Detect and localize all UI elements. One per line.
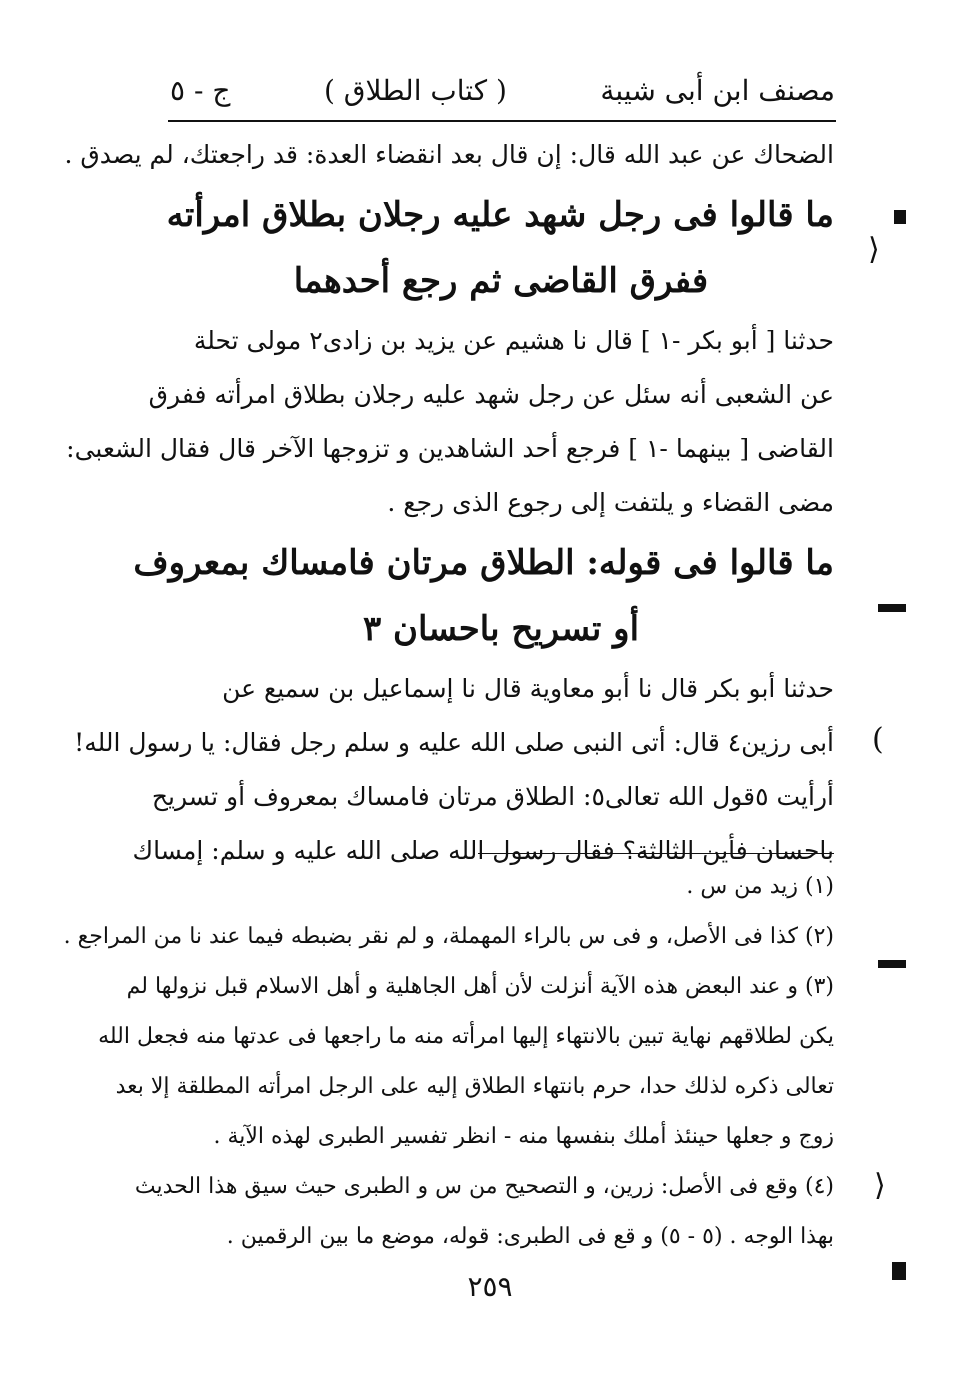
- text-line: مضى القضاء و يلتفت إلى رجوع الذى رجع .: [387, 488, 834, 517]
- section-heading: ففرق القاضى ثم رجع أحدهما: [293, 261, 709, 301]
- page-number: ٢٥٩: [467, 1270, 513, 1303]
- footnote: (٣) و عند البعض هذه الآية أنزلت لأن أهل الجاهلية و أهل الاسلام قبل نزولها لم: [126, 974, 834, 999]
- margin-mark: [878, 604, 906, 612]
- text-line: عن الشعبى أنه سئل عن رجل شهد عليه رجلان بطلاق امرأته ففرق: [148, 380, 834, 409]
- text-line: حدثنا [ أبو بكر -١ ] قال نا هشيم عن يزيد بن زادى٢ مولى تحلة: [193, 326, 834, 355]
- footnote: بهذا الوجه . (٥ - ٥) و قع فى الطبرى: قوله، موضع ما بين الرقمين .: [226, 1224, 834, 1249]
- margin-mark: ⟩: [874, 1168, 886, 1203]
- text-line: حدثنا أبو بكر قال نا أبو معاوية قال نا إسماعيل بن سميع عن: [222, 674, 834, 703]
- footnote: (٤) وقع فى الأصل: زرين، و التصحيح من س و الطبرى حيث سيق هذا الحديث: [134, 1174, 834, 1199]
- footnotes: [63, 862, 834, 1262]
- volume-number: ج - ٥: [170, 73, 231, 107]
- margin-mark: [878, 960, 906, 968]
- section-heading: أو تسريح باحسان ٣: [362, 609, 640, 649]
- footnote: (١) زيد من س .: [686, 874, 834, 899]
- footnote: (٢) كذا فى الأصل، و فى س بالراء المهملة، و لم نقر بضبطه فيما عند نا من المراجع .: [63, 924, 834, 949]
- margin-mark: ⟩: [868, 232, 880, 267]
- main-text: [64, 128, 834, 878]
- text-line: أرأيت ٥قول الله تعالى٥: الطلاق مرتان فامساك بمعروف أو تسريح: [151, 782, 834, 811]
- text-line: أبى رزين٤ قال: أتى النبى صلى الله عليه و سلم رجل فقال: يا رسول الله!: [74, 728, 834, 757]
- footnote: يكن لطلاقهم نهاية تبين بالانتهاء إليها امرأته منه ما راجعها فى عدتها منه فجعل الله: [98, 1024, 834, 1049]
- text-line: الضحاك عن عبد الله قال: إن قال بعد انقضاء العدة: قد راجعتك، لم يصدق .: [64, 140, 834, 169]
- margin-mark: (: [872, 722, 884, 757]
- section-heading: ما قالوا فى رجل شهد عليه رجلان بطلاق امرأته: [166, 195, 834, 235]
- book-title: مصنف ابن أبى شيبة: [600, 73, 835, 107]
- header-rule: [168, 120, 836, 122]
- footnote: زوج و جعلها حينئذ أملك بنفسها منه - انظر تفسير الطبرى لهذه الآية .: [213, 1124, 834, 1149]
- margin-mark: [892, 1262, 906, 1280]
- text-line: القاضى [ بينهما -١ ] فرجع أحد الشاهدين و تزوجها الآخر قال فقال الشعبى:: [66, 434, 834, 463]
- running-header: [170, 70, 835, 110]
- margin-mark: [894, 210, 906, 224]
- footnote-rule: [478, 853, 834, 854]
- section-heading: ما قالوا فى قوله: الطلاق مرتان فامساك بمعروف: [133, 543, 834, 583]
- text-line: باحسان فأين الثالثة؟ فقال رسول الله صلى الله عليه و سلم: إمساك: [132, 836, 834, 865]
- footnote: تعالى ذكره لذلك حدا، حرم بانتهاء الطلاق إليه على الرجل امرأته المطلقة إلا بعد: [115, 1074, 834, 1099]
- chapter-title: ( كتاب الطلاق ): [323, 73, 507, 107]
